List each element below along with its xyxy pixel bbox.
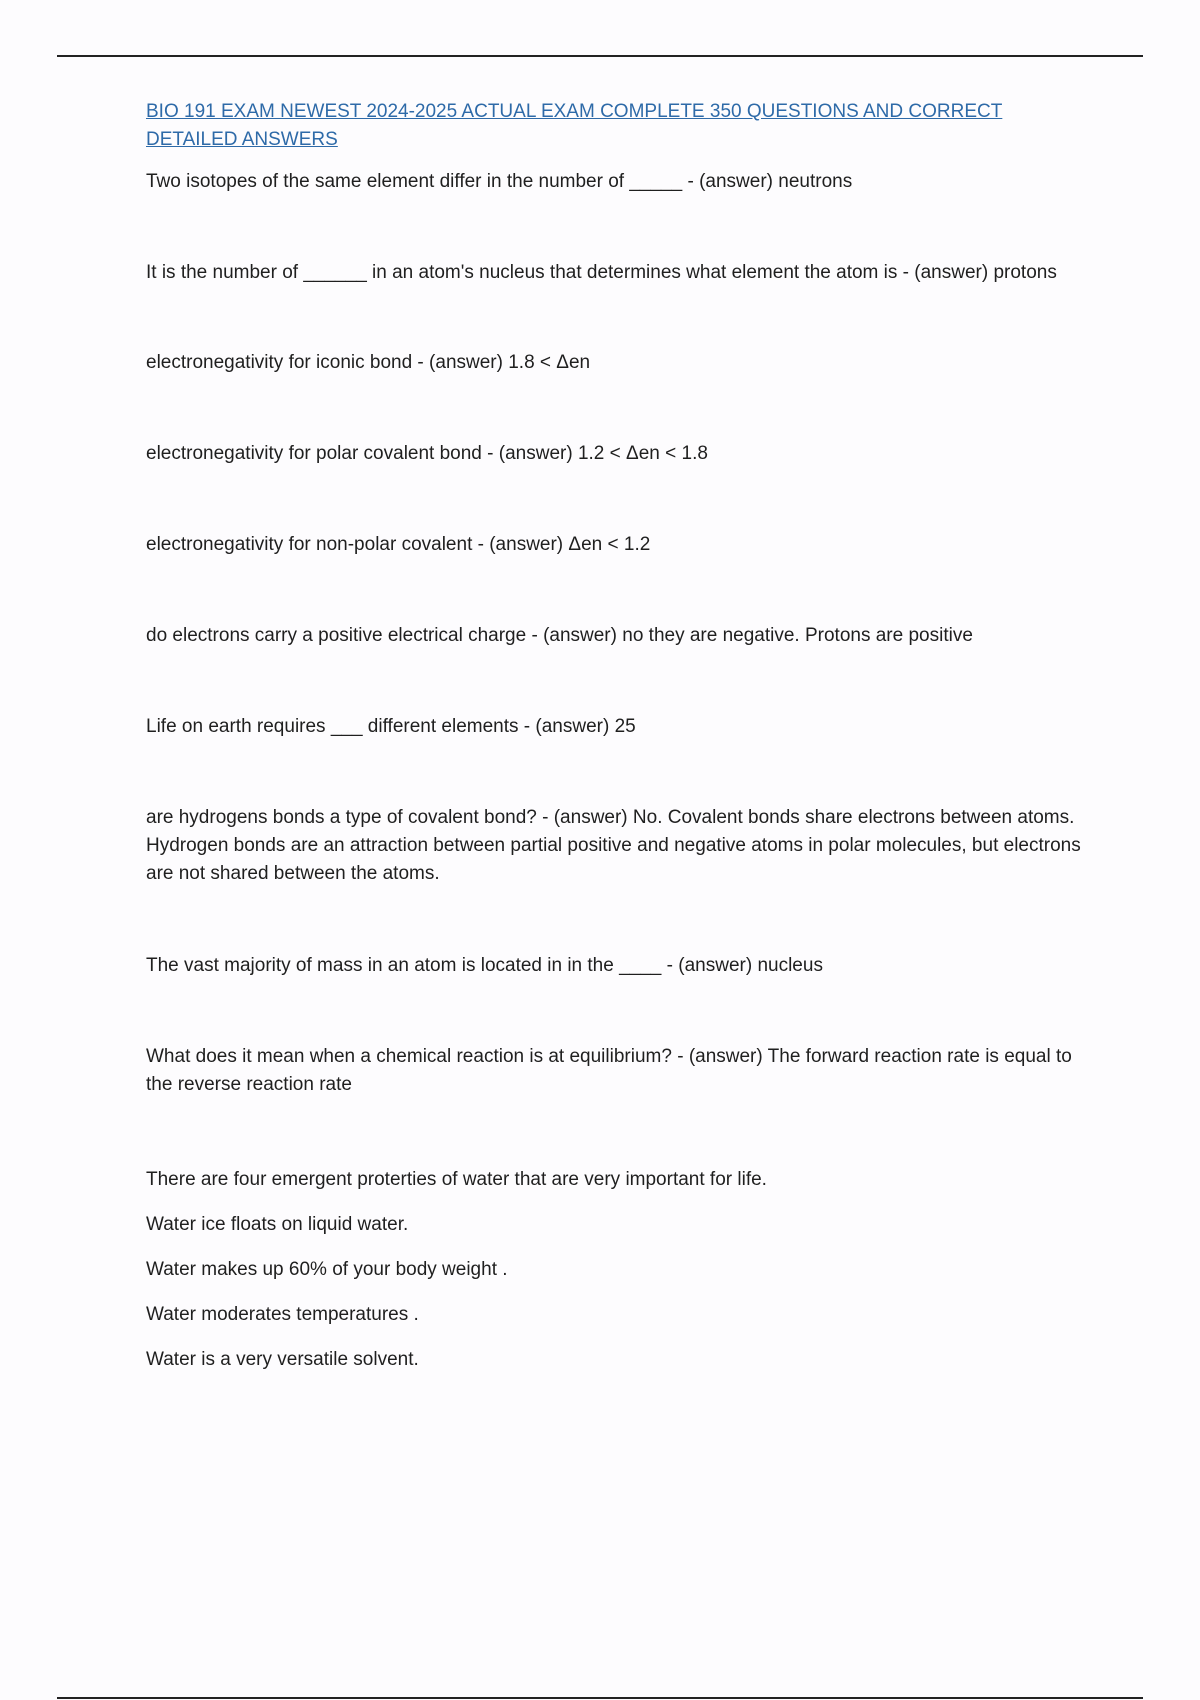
answer-text: neutrons [778,171,853,192]
top-rule [57,55,1143,57]
answer-text: Δen < 1.2 [568,534,651,555]
answer-tag: (answer) [489,534,569,555]
answer-tag: (answer) [535,716,615,737]
answer-text: No. Covalent bonds share electrons between atoms. Hydrogen bonds are an attraction between partial positive and negative atoms in polar molecules, but electrons are not shared between the atoms. [146,807,1081,884]
closing-line: There are four emergent proterties of water that are very important for life. [146,1169,767,1190]
question-text: It is the number of ______ in an atom's nucleus that determines what element the atom is - [146,262,915,283]
answer-tag: (answer) [498,443,578,464]
question-text: Life on earth requires ___ different elements - [146,716,536,737]
answer-text: 1.2 < Δen < 1.8 [577,443,708,464]
bottom-rule [57,1697,1143,1699]
question-text: electronegativity for non-polar covalent - [146,534,490,555]
closing-line: Water is a very versatile solvent. [146,1349,419,1370]
qa-item [146,713,1086,741]
answer-tag: (answer) [914,262,994,283]
answer-tag: (answer) [543,625,623,646]
answer-tag: (answer) [688,1046,768,1067]
qa-item [146,952,1086,980]
answer-text: 25 [614,716,636,737]
qa-item [146,804,1086,888]
qa-item [146,1043,1086,1099]
question-text: electronegativity for polar covalent bond - [146,443,499,464]
qa-item [146,349,1086,377]
closing-line: Water makes up 60% of your body weight . [146,1259,508,1280]
question-text: The vast majority of mass in an atom is located in in the ____ - [146,955,679,976]
qa-item [146,168,1086,196]
answer-tag: (answer) [678,955,758,976]
document-title-link[interactable]: BIO 191 EXAM NEWEST 2024-2025 ACTUAL EXAM COMPLETE 350 QUESTIONS AND CORRECT DETAILED ANSWERS [146,101,1003,150]
answer-text: no they are negative. Protons are positive [622,625,973,646]
answer-text: nucleus [757,955,823,976]
question-text: Two isotopes of the same element differ in the number of _____ - [146,171,700,192]
qa-item [146,259,1086,287]
answer-tag: (answer) [553,807,633,828]
closing-line: Water moderates temperatures . [146,1304,419,1325]
qa-item [146,531,1086,559]
closing-line: Water ice floats on liquid water. [146,1214,409,1235]
closing-paragraphs [146,1166,1086,1374]
answer-text: protons [993,262,1057,283]
question-text: What does it mean when a chemical reaction is at equilibrium? - [146,1046,689,1067]
answer-text: 1.8 < Δen [508,352,591,373]
qa-item [146,440,1086,468]
question-text: are hydrogens bonds a type of covalent bond? - [146,807,554,828]
qa-item [146,622,1086,650]
question-text: do electrons carry a positive electrical charge - [146,625,544,646]
answer-text: The forward reaction rate is equal to the reverse reaction rate [146,1046,1072,1095]
document-body [146,98,1086,1391]
answer-tag: (answer) [699,171,779,192]
question-text: electronegativity for iconic bond - [146,352,430,373]
answer-tag: (answer) [429,352,509,373]
